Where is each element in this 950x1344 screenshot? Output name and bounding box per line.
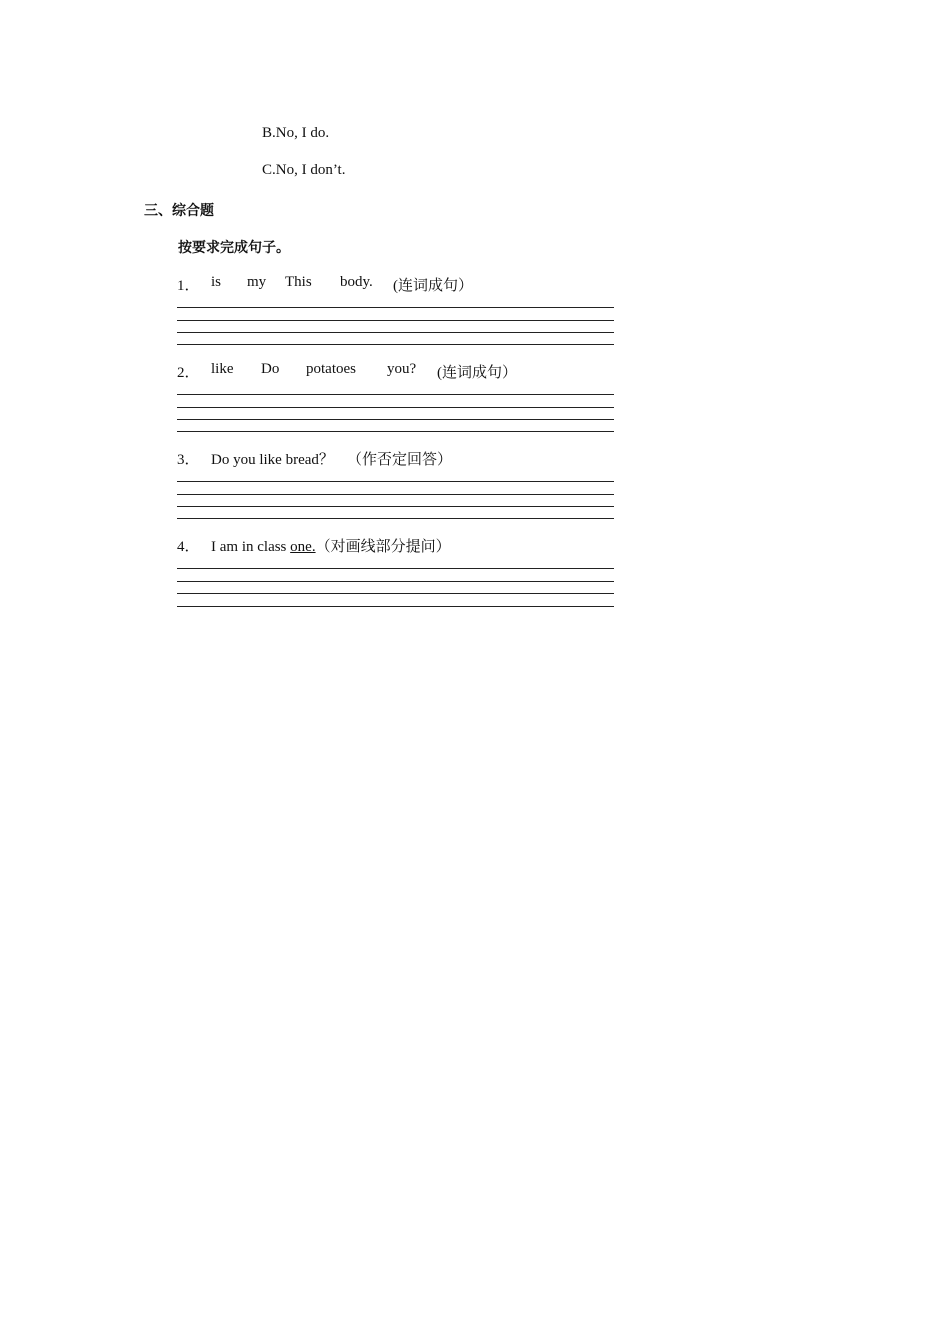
question-hint: （对画线部分提问）: [315, 539, 451, 555]
answer-line[interactable]: [177, 606, 614, 607]
answer-line[interactable]: [177, 518, 614, 519]
answer-line[interactable]: [177, 581, 614, 582]
question-hint: (连词成句）: [393, 278, 473, 294]
section-instruction: 按要求完成句子。: [178, 240, 290, 256]
question-number: 4．: [177, 539, 200, 555]
answer-line[interactable]: [177, 494, 614, 495]
option-c: C.No, I don’t.: [262, 162, 346, 178]
answer-line[interactable]: [177, 407, 614, 408]
scrambled-word: This: [285, 274, 312, 290]
answer-line[interactable]: [177, 568, 614, 569]
scrambled-word: Do: [261, 361, 280, 377]
question-sentence: [211, 535, 451, 556]
question-number: 3．: [177, 452, 200, 468]
question-hint: (连词成句）: [437, 365, 517, 381]
scrambled-word: you?: [387, 361, 417, 377]
answer-line[interactable]: [177, 332, 614, 333]
answer-line[interactable]: [177, 593, 614, 594]
answer-line[interactable]: [177, 344, 614, 345]
question-number: 1．: [177, 278, 200, 294]
answer-line[interactable]: [177, 431, 614, 432]
question-hint: （作否定回答）: [347, 452, 453, 468]
answer-line[interactable]: [177, 394, 614, 395]
answer-line[interactable]: [177, 320, 614, 321]
underlined-part: one.: [290, 539, 316, 555]
option-b: B.No, I do.: [262, 125, 330, 141]
scrambled-word: like: [211, 361, 234, 377]
answer-line[interactable]: [177, 481, 614, 482]
scrambled-word: body.: [340, 274, 373, 290]
answer-line[interactable]: [177, 506, 614, 507]
scrambled-word: is: [211, 274, 222, 290]
section-heading: 三、综合题: [144, 203, 214, 219]
question-number: 2．: [177, 365, 200, 381]
scrambled-word: potatoes: [306, 361, 356, 377]
answer-line[interactable]: [177, 419, 614, 420]
question-sentence: Do you like bread？: [211, 452, 334, 468]
sentence-prefix: I am in class: [211, 539, 291, 555]
scrambled-word: my: [247, 274, 267, 290]
answer-line[interactable]: [177, 307, 614, 308]
